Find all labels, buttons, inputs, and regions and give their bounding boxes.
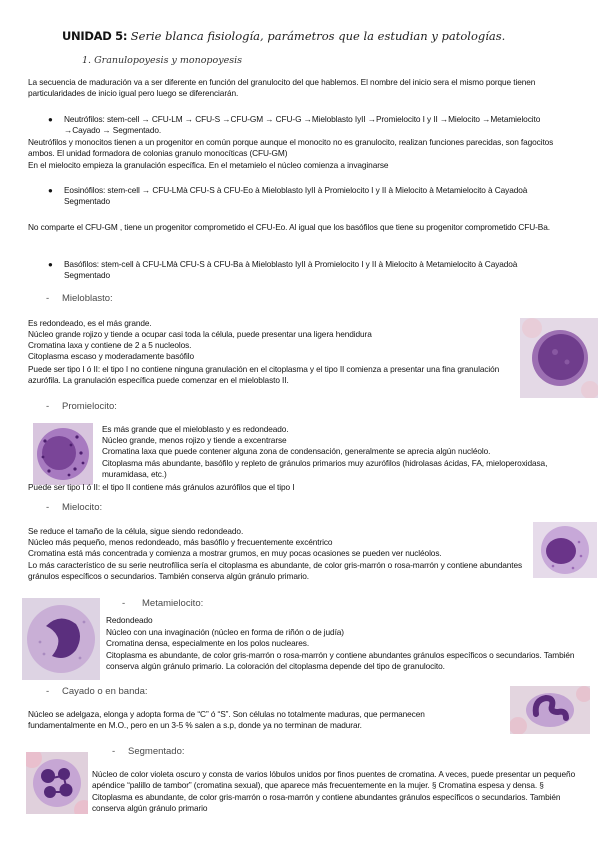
cayado-heading <box>46 686 148 698</box>
mielocito-heading-label: Mielocito: <box>62 502 103 513</box>
mielocito-line: Se reduce el tamaño de la célula, sigue siendo redondeado. <box>28 526 244 536</box>
segmentado-text: Núcleo de color violeta oscuro y consta de varios lóbulos unidos por finos puentes de cromatina. A veces, puede presentar un pequeño apéndice “palillo de tambor” (cromatina sexual), que aparece más frecuentemente en la mujer. § Cromatina espesa y densa. § Citoplasma es abundante, de color gris-marrón o rosa-marrón y contiene abundantes gránulos específicos o secundarios. También conserva algún gránulo primario <box>92 769 576 813</box>
intro-paragraph: La secuencia de maduración va a ser diferente en función del granulocito del que hablemos. El nombre del inicio sera el mismo porque tienen particularidades de inicio igual pero luego se diferenciarán. <box>28 77 536 99</box>
mieloblasto-heading <box>46 293 113 305</box>
metamielocito-heading-label: Metamielocito: <box>142 598 204 609</box>
promielocito-heading <box>46 401 117 413</box>
promielocito-line: Núcleo grande, menos rojizo y tiende a excentrarse <box>102 435 287 445</box>
mieloblasto-tipo: Puede ser tipo I ó II: el tipo I no contiene ninguna granulación en el citoplasma y el tipo II comienza a presentar una fina granulación azurófila. La granulación específica puede comenzar en el mieloblasto II. <box>28 364 500 386</box>
dash-marker: - <box>112 746 116 757</box>
eosinofilos-sequence: Eosinófilos: stem-cell → CFU-LMà CFU-S à CFU-Eo à Mieloblasto IyII à Promielocito I y II à Mielocito à Metamielocito à Cayadoà Segmentado <box>64 185 528 207</box>
cayado-text: Núcleo se adelgaza, elonga y adopta forma de “C” ó “S”. Son células no totalmente maduras, que permanecen fundamentalmente en M.O., pero en un 3-5 % salen a s.p, donde ya no terminan de madurar. <box>28 709 425 731</box>
section-subtitle: 1. Granulopoyesis y monopoyesis <box>82 55 243 66</box>
mielocito-line: Lo más característico de su serie neutrofílica sería el citoplasma es abundante, de color gris-marrón o rosa-marrón y contiene abundantes gránulos específicos o secundarios. También conserva algún gránulo primario. <box>28 560 523 582</box>
neutrofilos-note: Neutrófilos y monocitos tienen a un progenitor en común porque aunque el monocito no es granulocito, realizan funciones parecidas, son fagocitos ambos. El unidad formadora de colonias granulo monocíticas (CFU-GM) <box>28 137 554 159</box>
mielocito-image <box>533 522 597 578</box>
metamielocito-line: Redondeado <box>106 615 153 625</box>
dash-marker: - <box>46 401 50 412</box>
metamielocito-line: Cromatina densa, especialmente en los polos nucleares. <box>106 638 310 648</box>
dash-marker: - <box>122 598 126 609</box>
promielocito-line: Cromatina laxa que puede contener alguna zona de condensación, generalmente se aprecia algún nucléolo. <box>102 446 491 456</box>
mieloblasto-line: Cromatina laxa y contiene de 2 a 5 nucleolos. <box>28 340 192 350</box>
metamielocito-line: Citoplasma es abundante, de color gris-marrón o rosa-marrón y contiene abundantes gránulos específicos o secundarios. También conserva algún gránulo primario. La coloración del citoplasma depende del tipo de granulocito. <box>106 650 575 672</box>
page-title <box>62 28 505 44</box>
dash-marker: - <box>46 686 50 697</box>
mieloblasto-image <box>520 318 598 398</box>
metamielocito-heading <box>122 598 203 610</box>
mieloblasto-line: Es redondeado, es el más grande. <box>28 318 152 328</box>
cayado-heading-label: Cayado o en banda: <box>62 686 148 697</box>
segmentado-heading <box>112 746 185 758</box>
promielocito-line: Es más grande que el mieloblasto y es redondeado. <box>102 424 289 434</box>
mielocito-line: Núcleo más pequeño, menos redondeado, más basófilo y frecuentemente excéntrico <box>28 537 333 547</box>
promielocito-heading-label: Promielocito: <box>62 401 117 412</box>
unit-topic: Serie blanca fisiología, parámetros que la estudian y patologías. <box>127 29 506 43</box>
metamielocito-line: Núcleo con una invaginación (núcleo en forma de riñón o de judía) <box>106 627 344 637</box>
mielocito-note: En el mielocito empieza la granulación específica. En el metamielo el núcleo comienza a invaginarse <box>28 160 389 170</box>
segmentado-heading-label: Segmentado: <box>128 746 185 757</box>
basofilos-sequence: Basófilos: stem-cell à CFU-LMà CFU-S à CFU-Ba à Mieloblasto IyII à Promielocito I y II à Mielocito à Metamielocito à Cayadoà Segmentado <box>64 259 518 281</box>
cayado-image <box>510 686 590 734</box>
promielocito-line: Citoplasma más abundante, basófilo y repleto de gránulos primarios muy azurófilos (hidrolasas ácidas, FA, mieloperoxidasa, muramidasa, etc.) <box>102 458 548 480</box>
mieloblasto-line: Núcleo grande rojizo y tiende a ocupar casi toda la célula, puede presentar una ligera hendidura <box>28 329 372 339</box>
mieloblasto-line: Citoplasma escaso y moderadamente basófilo <box>28 351 194 361</box>
promielocito-image <box>33 423 93 485</box>
eosinofilos-note: No comparte el CFU-GM , tiene un progenitor comprometido el CFU-Eo. Al igual que los basófilos que tiene su progenitor comprometido CFU-Ba. <box>28 222 550 232</box>
mielocito-line: Cromatina está más concentrada y comienza a mostrar grumos, en muy pocas ocasiones se pueden ver nucléolos. <box>28 548 442 558</box>
dash-marker: - <box>46 293 50 304</box>
mieloblasto-heading-label: Mieloblasto: <box>62 293 113 304</box>
dash-marker: - <box>46 502 50 513</box>
unit-label: UNIDAD 5: <box>62 29 128 43</box>
promielocito-tipo: Puede ser tipo I ó II: el tipo II contiene más gránulos azurófilos que el tipo I <box>28 482 295 492</box>
bullet-icon: ● <box>48 186 53 195</box>
segmentado-image <box>26 752 88 814</box>
bullet-icon: ● <box>48 115 53 124</box>
mielocito-heading <box>46 502 102 514</box>
metamielocito-image <box>22 598 100 680</box>
neutrofilos-sequence: Neutrófilos: stem-cell → CFU-LM → CFU-S →CFU-GM → CFU-G →Mieloblasto IyII →Promielocito I y II →Mielocito →Metamielocito →Cayado → Segmentado. <box>64 114 541 136</box>
bullet-icon: ● <box>48 260 53 269</box>
